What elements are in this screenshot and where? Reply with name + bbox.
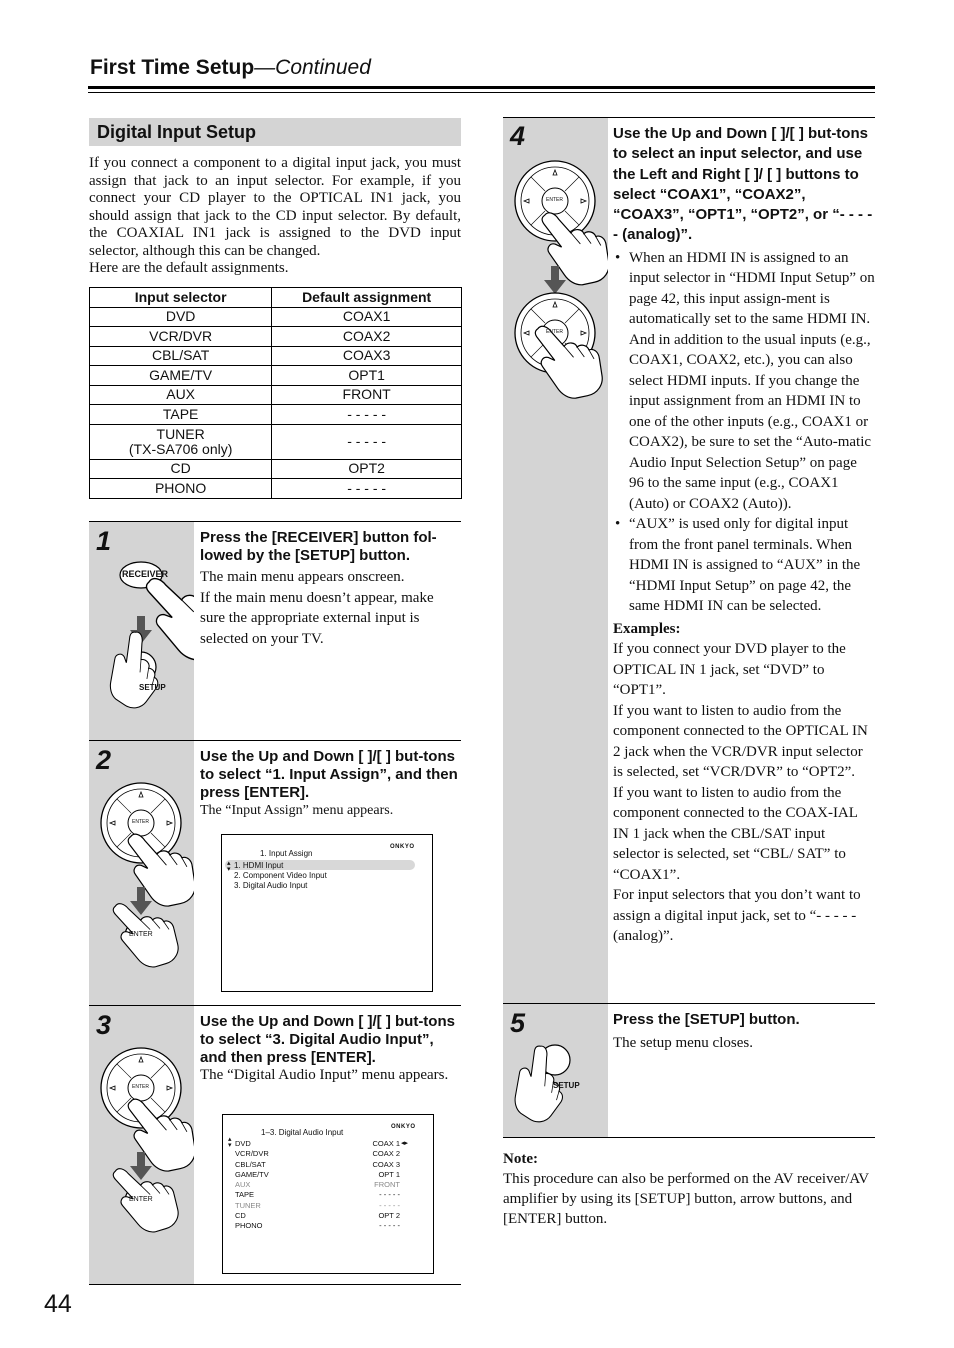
- step4-illustration: [503, 118, 608, 438]
- table-cell: PHONO: [90, 479, 272, 499]
- table-cell: OPT1: [272, 366, 462, 386]
- example-3: If you want to listen to audio from the component connected to the COAX-IAL IN 1 jack when the CBL/SAT input selector is selected, set “CBL/ SAT” to “COAX1”.: [613, 784, 858, 883]
- onkyo-logo: ONKYO: [390, 844, 415, 850]
- onkyo-logo: ONKYO: [391, 1124, 416, 1130]
- header-rule-thin: [88, 92, 875, 93]
- table-row: [90, 405, 462, 425]
- osd-row-value: FRONT: [374, 1180, 400, 1190]
- osd-input-assign: [221, 834, 433, 992]
- table-cell: - - - - -: [272, 479, 462, 499]
- note-heading: Note:: [503, 1151, 538, 1167]
- header-title: First Time Setup: [90, 56, 255, 79]
- step2-title: Use the Up and Down [ ]/[ ] but-tons to select “1. Input Assign”, and then press [ENTER].: [200, 748, 458, 801]
- table-header: Input selector: [90, 288, 272, 308]
- osd-row-value: COAX 2: [372, 1149, 400, 1159]
- osd-row[interactable]: [235, 1149, 400, 1159]
- example-4: For input selectors that you don’t want to assign a digital input jack, set to “- - - - - (analog)”.: [613, 887, 861, 945]
- step3-illustration: [89, 1006, 194, 1284]
- step1-title: Press the [RECEIVER] button fol-lowed by the [SETUP] button.: [200, 529, 437, 564]
- step1-text: [200, 529, 462, 649]
- osd-setting-list: [235, 1139, 400, 1232]
- osd-title: 1. Input Assign: [260, 849, 313, 858]
- step-number: 5: [510, 1008, 526, 1038]
- setup-label: SETUP: [139, 683, 166, 692]
- osd-row-value: OPT 2: [378, 1211, 400, 1221]
- osd-row[interactable]: [235, 1180, 400, 1190]
- dpad-enter-label: ENTER: [546, 329, 563, 335]
- osd-menu-list: [234, 861, 327, 891]
- osd-title: 1–3. Digital Audio Input: [261, 1128, 344, 1137]
- osd-row[interactable]: [235, 1170, 400, 1180]
- intro-paragraph-2: Here are the default assignments.: [89, 260, 289, 276]
- table-row: [90, 385, 462, 405]
- osd-row-name: DVD: [235, 1139, 251, 1148]
- step5-illustration: [503, 1004, 608, 1137]
- osd-menu-item[interactable]: 1. HDMI Input: [234, 861, 284, 870]
- table-cell: AUX: [90, 385, 272, 405]
- table-cell: FRONT: [272, 385, 462, 405]
- step3-title: Use the Up and Down [ ]/[ ] but-tons to select “3. Digital Audio Input”, and then press [ENTER].: [200, 1013, 455, 1066]
- osd-row-name: CD: [235, 1211, 246, 1221]
- table-cell: COAX3: [272, 346, 462, 366]
- default-assignment-table: [89, 287, 462, 499]
- step5-text: [613, 1010, 875, 1053]
- table-cell: TAPE: [90, 405, 272, 425]
- enter-label: ENTER: [129, 931, 153, 938]
- down-arrow-small-icon: ▾: [227, 866, 231, 873]
- step4-bullet-1: • When an HDMI IN is assigned to an input selector in “HDMI Input Setup” on page 42, this input assign-ment is automatically set to the same HDMI IN. And in addition to the usual inputs (e.g., COAX1, COAX2, etc.), you can also select HDMI inputs. If you change the input assignment from an HDMI IN to one of the other inputs (e.g., COAX1 or COAX2), be sure to set the “Auto-matic Audio Input Selection Setup” on page 96 to the same input (e.g., COAX1 (Auto) or COAX2 (Auto)).: [613, 248, 875, 515]
- osd-row-name: CBL/SAT: [235, 1159, 266, 1169]
- setup-label: SETUP: [553, 1081, 580, 1090]
- intro-paragraph: If you connect a component to a digital input jack, you must assign that jack to an input selector. For example, if you connect your CD player to the OPTICAL IN1 jack, you should assign that jack to the CD input selector. By default, the COAXIAL IN1 jack is assigned to the DVD input selector, although this can be changed.: [89, 155, 461, 259]
- table-cell: OPT2: [272, 459, 462, 479]
- receiver-label: RECEIVER: [122, 569, 169, 579]
- step5-title: Press the [SETUP] button.: [613, 1011, 800, 1028]
- table-row: [90, 479, 462, 499]
- osd-row-value: OPT 1: [378, 1169, 400, 1179]
- step1-p2: If the main menu doesn’t appear, make sure the appropriate external input is selected on your TV.: [200, 589, 434, 647]
- dpad-enter-label: ENTER: [132, 1084, 149, 1090]
- table-cell: COAX1: [272, 307, 462, 327]
- tuner-label: TUNER: [156, 425, 205, 442]
- step-3: [89, 1006, 461, 1284]
- enter-label: ENTER: [129, 1196, 153, 1203]
- osd-row[interactable]: [235, 1190, 400, 1200]
- note-text: This procedure can also be performed on the AV receiver/AV amplifier by using its [SETUP] button, arrow buttons, and [ENTER] button.: [503, 1171, 869, 1227]
- section-title: Digital Input Setup: [89, 118, 461, 146]
- table-cell: CBL/SAT: [90, 346, 272, 366]
- osd-row-name: PHONO: [235, 1221, 263, 1231]
- table-cell: DVD: [90, 307, 272, 327]
- table-header-row: [90, 288, 462, 308]
- osd-row-name: VCR/DVR: [235, 1149, 269, 1159]
- step5-p1: The setup menu closes.: [613, 1034, 753, 1051]
- osd-row-name: TAPE: [235, 1190, 255, 1200]
- step1-illustration: [89, 522, 194, 740]
- dpad-enter-label: ENTER: [546, 197, 563, 203]
- page-header: [90, 56, 371, 80]
- step5-bottom-rule: [503, 1137, 875, 1138]
- step-number: 4: [510, 121, 526, 151]
- osd-row[interactable]: [235, 1201, 400, 1211]
- table-cell: COAX2: [272, 327, 462, 347]
- step3-text: [200, 1013, 462, 1084]
- osd-menu-item[interactable]: 3. Digital Audio Input: [234, 881, 308, 890]
- osd-row[interactable]: [235, 1160, 400, 1170]
- step4-text: [613, 124, 875, 947]
- table-cell: - - - - -: [272, 424, 462, 459]
- step4-title: Use the Up and Down [ ]/[ ] but-tons to select an input selector, and use the Left and Right [ ]/ [ ] buttons to select “COAX1”, “COAX2”, “COAX3”, “OPT1”, “OPT2”, or “- - - - - (analog)”.: [613, 125, 873, 244]
- table-cell: [90, 424, 272, 459]
- table-row: [90, 327, 462, 347]
- step4-bullet-2: • “AUX” is used only for digital input from the front panel terminals. When HDMI IN is assigned to “AUX” in the “HDMI Input Setup” on page 42, the same HDMI IN can be selected.: [613, 514, 875, 617]
- step-1: [89, 522, 461, 740]
- osd-row[interactable]: [235, 1211, 400, 1221]
- osd-row-name: AUX: [235, 1180, 251, 1190]
- page-number: 44: [44, 1290, 72, 1318]
- osd-row[interactable]: [235, 1139, 400, 1149]
- table-cell: - - - - -: [272, 405, 462, 425]
- header-rule: [88, 86, 875, 89]
- step2-p1: The “Input Assign” menu appears.: [200, 803, 394, 818]
- osd-row-name: GAME/TV: [235, 1169, 269, 1179]
- note-block: [503, 1149, 875, 1229]
- osd-row-value: COAX 3: [372, 1159, 400, 1169]
- table-header: Default assignment: [272, 288, 462, 308]
- step-number: 1: [96, 526, 112, 556]
- table-cell: CD: [90, 459, 272, 479]
- table-row: [90, 366, 462, 386]
- step-2: [89, 741, 461, 1005]
- table-cell: GAME/TV: [90, 366, 272, 386]
- osd-row-value: - - - - -: [379, 1190, 400, 1200]
- osd-row-value: COAX 1: [372, 1139, 400, 1148]
- up-down-arrow-icon: ▴: [227, 860, 231, 867]
- table-row: [90, 346, 462, 366]
- hand-icon: [99, 628, 175, 714]
- table-row: [90, 459, 462, 479]
- intro-text: [89, 155, 461, 278]
- examples-heading: Examples:: [613, 620, 681, 637]
- step3-bottom-rule: [89, 1284, 461, 1285]
- dpad-enter-label: ENTER: [132, 819, 149, 825]
- step-number: 3: [96, 1010, 112, 1040]
- step-number: 2: [96, 745, 112, 775]
- example-2: If you want to listen to audio from the component connected to the OPTICAL IN 2 jack when the VCR/DVR input selector is selected, set “VCR/DVR” to “OPT2”.: [613, 702, 868, 781]
- up-down-arrow-icon: ▴ ▾: [228, 1136, 232, 1149]
- tuner-note: (TX-SA706 only): [128, 440, 233, 457]
- step3-p1: The “Digital Audio Input” menu appears.: [200, 1067, 449, 1083]
- osd-row[interactable]: [235, 1221, 400, 1231]
- osd-row-name: TUNER: [235, 1200, 261, 1210]
- step1-p1: The main menu appears onscreen.: [200, 569, 405, 585]
- osd-digital-audio-input: [222, 1114, 434, 1274]
- step2-text: [200, 748, 462, 820]
- example-1: If you connect your DVD player to the OPTICAL IN 1 jack, set “DVD” to “OPT1”.: [613, 641, 846, 699]
- table-cell: VCR/DVR: [90, 327, 272, 347]
- osd-menu-item[interactable]: 2. Component Video Input: [234, 871, 327, 880]
- step2-illustration: [89, 741, 194, 1005]
- left-right-arrow-icon: ◂▸: [401, 1140, 409, 1147]
- table-row: [90, 424, 462, 459]
- table-row: [90, 307, 462, 327]
- header-continued: —Continued: [254, 56, 371, 79]
- osd-row-value: - - - - -: [379, 1221, 400, 1231]
- osd-row-value: - - - - -: [379, 1200, 400, 1210]
